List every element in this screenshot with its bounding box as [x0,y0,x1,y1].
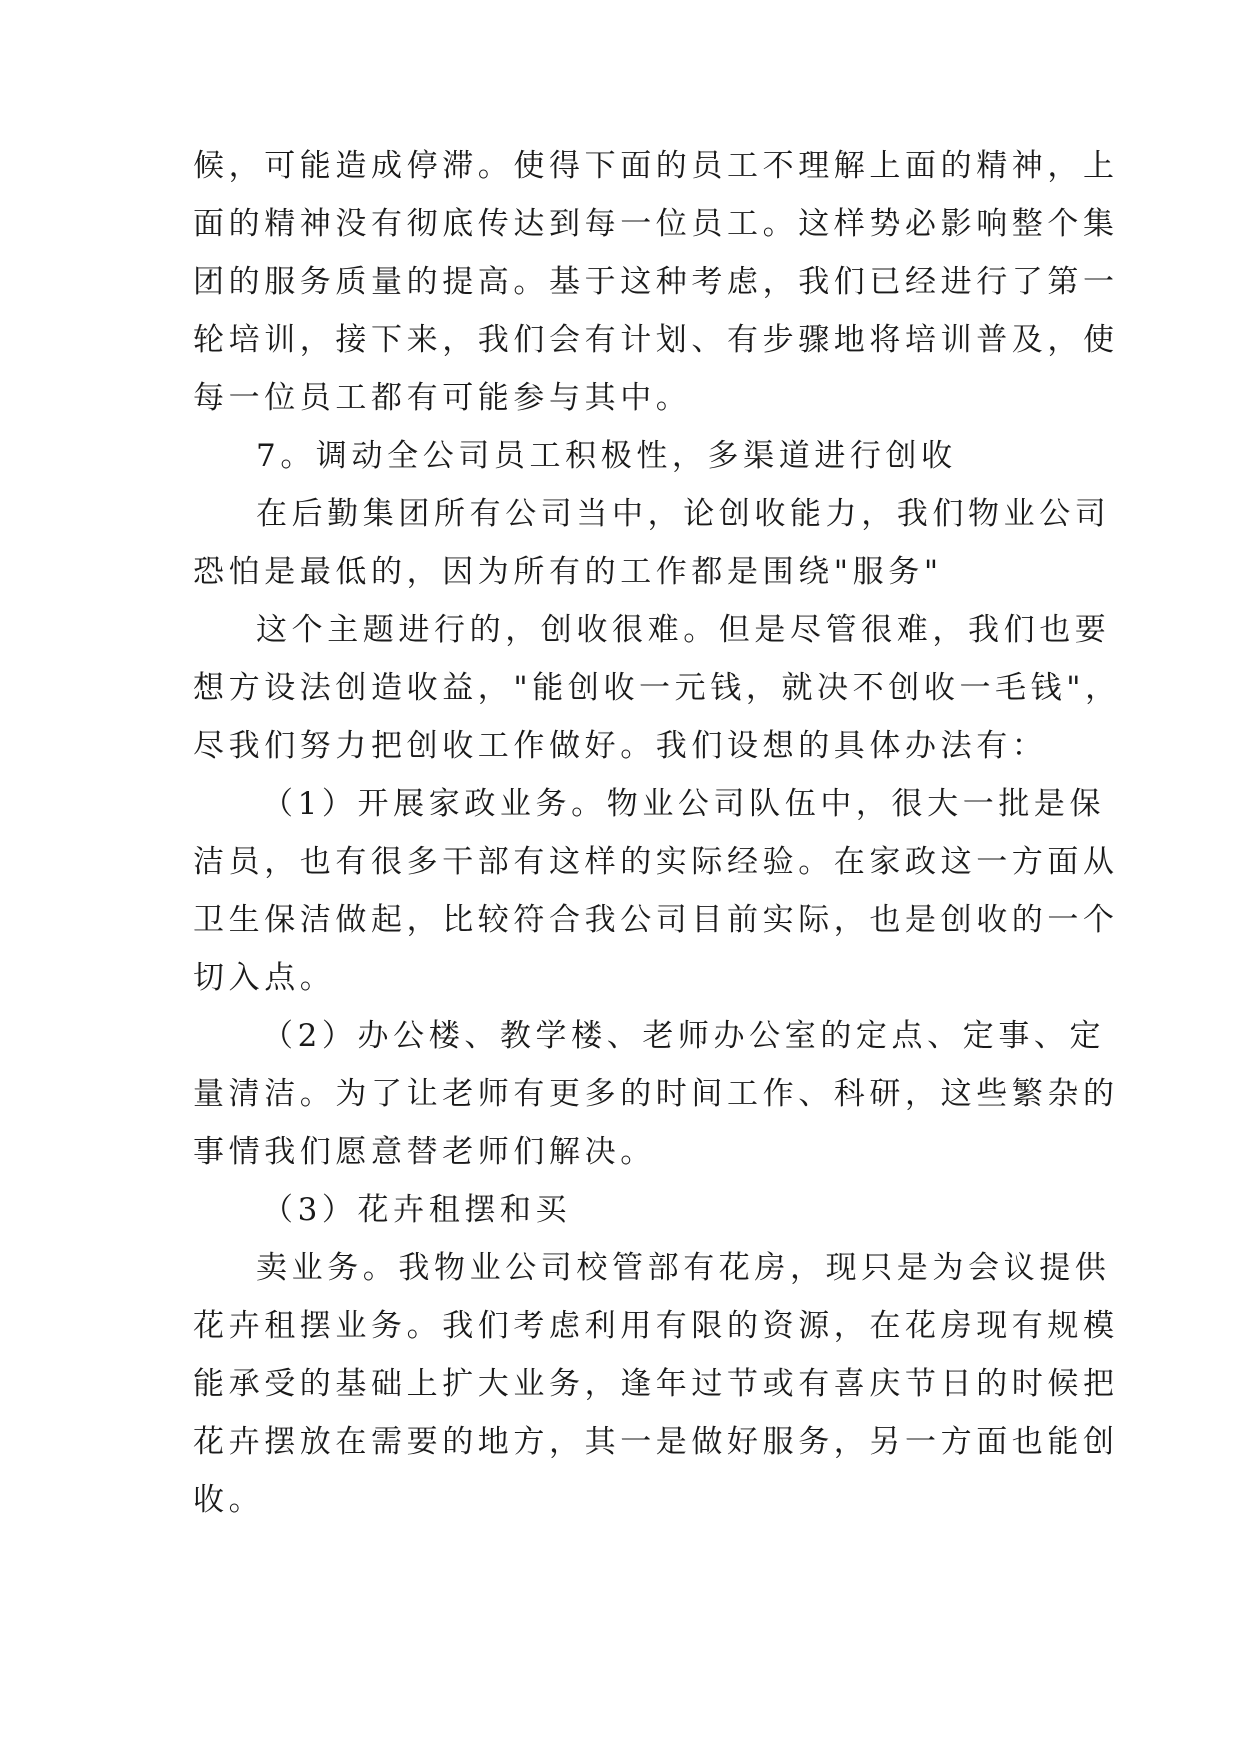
text-line: 团的服务质量的提高。基于这种考虑，我们已经进行了第一 [193,264,1119,300]
text-line: 在后勤集团所有公司当中，论创收能力，我们物业公司 [256,496,1111,532]
text-line: 恐怕是最低的，因为所有的工作都是围绕"服务" [193,554,943,590]
text-line: 尽我们努力把创收工作做好。我们设想的具体办法有： [193,728,1048,764]
text-line: 切入点。 [193,960,336,996]
text-line: 花卉摆放在需要的地方，其一是做好服务，另一方面也能创 [193,1424,1119,1460]
list-item-text: （2）办公楼、教学楼、老师办公室的定点、定事、定 [262,1018,1106,1054]
text-line: 花卉租摆业务。我们考虑利用有限的资源，在花房现有规模 [193,1308,1119,1344]
text-line: 每一位员工都有可能参与其中。 [193,380,692,416]
text-line: 量清洁。为了让老师有更多的时间工作、科研，这些繁杂的 [193,1076,1119,1112]
text-line: 卫生保洁做起，比较符合我公司目前实际，也是创收的一个 [193,902,1119,938]
text-line: 想方设法创造收益，"能创收一元钱，就决不创收一毛钱"， [193,670,1121,706]
list-item-text: （3）花卉租摆和买 [262,1192,572,1228]
text-line: 候，可能造成停滞。使得下面的员工不理解上面的精神，上 [193,148,1119,184]
list-item-text: （1）开展家政业务。物业公司队伍中，很大一批是保 [262,786,1106,822]
text-line: 能承受的基础上扩大业务，逢年过节或有喜庆节日的时候把 [193,1366,1119,1402]
text-line: 洁员，也有很多干部有这样的实际经验。在家政这一方面从 [193,844,1119,880]
text-line: 面的精神没有彻底传达到每一位员工。这样势必影响整个集 [193,206,1119,242]
text-line: 卖业务。我物业公司校管部有花房，现只是为会议提供 [256,1250,1111,1286]
text-line: 轮培训，接下来，我们会有计划、有步骤地将培训普及，使 [193,322,1119,358]
text-line: 事情我们愿意替老师们解决。 [193,1134,656,1170]
section-heading: 7。调动全公司员工积极性，多渠道进行创收 [256,438,957,474]
text-line: 这个主题进行的，创收很难。但是尽管很难，我们也要 [256,612,1111,648]
text-line: 收。 [193,1482,265,1518]
